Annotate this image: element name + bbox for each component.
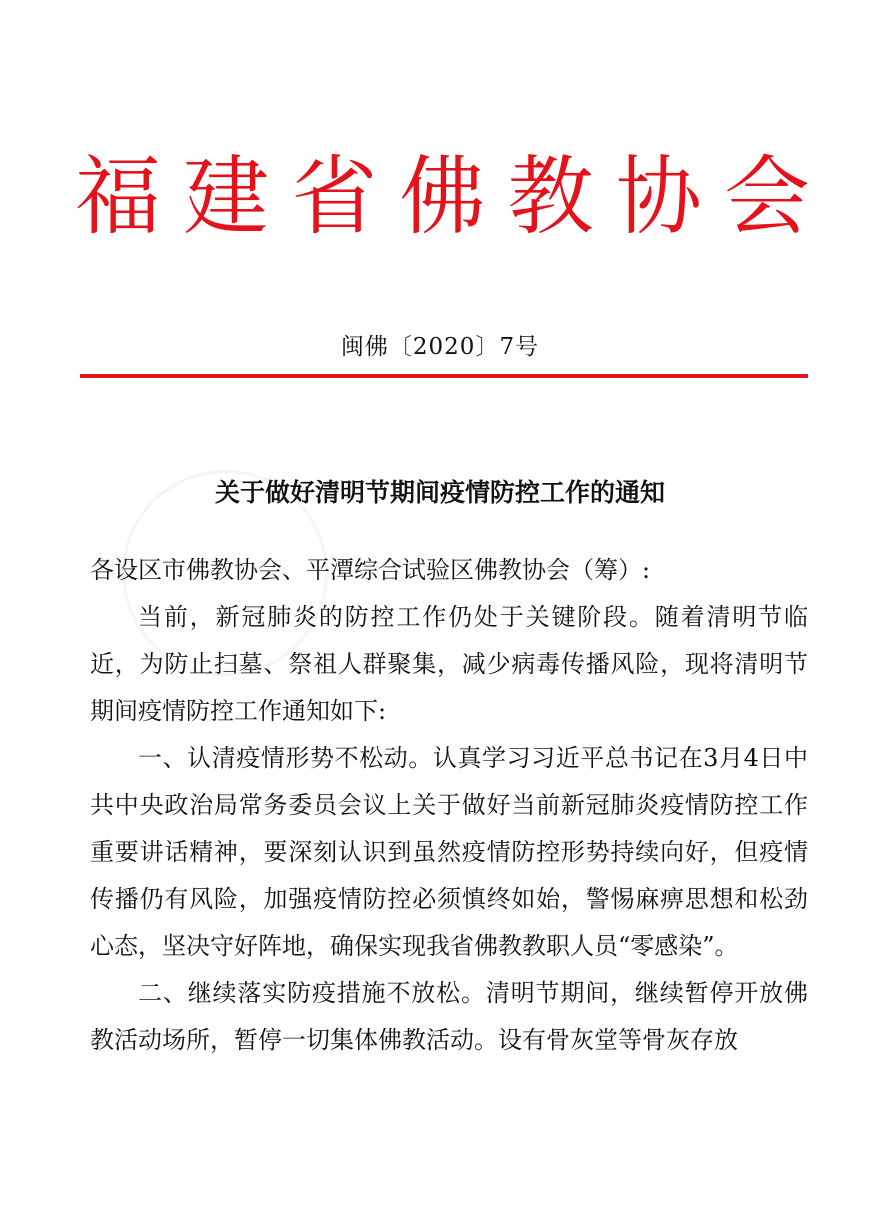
body-paragraph: 二、继续落实防疫措施不放松。清明节期间，继续暂停开放佛教活动场所，暂停一切集体佛教活动。设有骨灰堂等骨灰存放 [90,979,808,1054]
letterhead-char: 福 [75,147,161,247]
letterhead-char: 会 [723,147,810,247]
letterhead-char: 建 [183,147,270,247]
letterhead-char: 协 [615,147,702,247]
letterhead-char: 省 [291,147,378,247]
salutation: 各设区市佛教协会、平潭综合试验区佛教协会（筹）: [90,556,651,584]
letterhead-char: 佛 [399,147,486,247]
body-paragraph: 一、认清疫情形势不松动。认真学习习近平总书记在3月4日中共中央政治局常务委员会议上关于做好当前新冠肺炎疫情防控工作重要讲话精神，要深刻认识到虽然疫情防控形势持续向好，但疫情传播仍有风险，加强疫情防控必须慎终如始，警惕麻痹思想和松劲心态，坚决守好阵地，确保实现我省佛教教职人员“零感染”。 [90,744,808,960]
document-number: 闽佛〔2020〕7号 [340,334,540,360]
letterhead-char: 教 [507,147,594,247]
body-paragraph: 当前，新冠肺炎的防控工作仍处于关键阶段。随着清明节临近，为防止扫墓、祭祖人群聚集，减少病毒传播风险，现将清明节期间疫情防控工作通知如下: [90,603,808,725]
notice-title: 关于做好清明节期间疫情防控工作的通知 [214,477,665,507]
notice-body [90,547,808,1064]
organization-letterhead [70,142,815,252]
red-divider-line [80,374,808,378]
